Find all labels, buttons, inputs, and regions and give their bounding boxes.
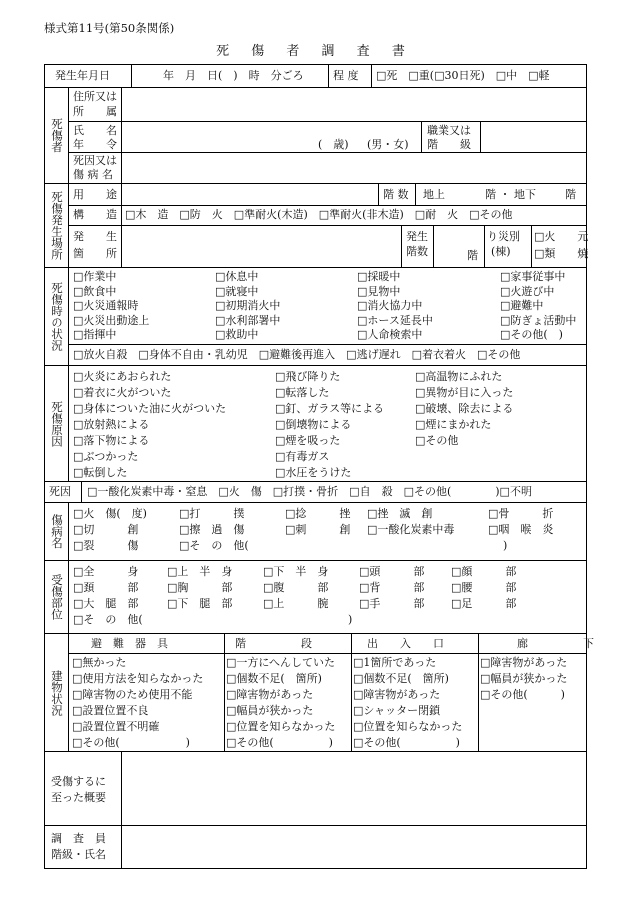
cause-option[interactable]: □着衣に火がついた [73,386,172,399]
cause-option[interactable]: □転落した [275,386,330,399]
cause-option[interactable]: □煙を吸った [275,434,341,447]
situation-option[interactable]: □採暖中 [357,270,401,283]
situation-option[interactable]: □救助中 [215,328,259,342]
section-body-part [45,560,586,633]
situation-option[interactable]: □火災出動途上 [73,313,150,327]
body-part-option[interactable]: □大 腿 部 [73,597,139,610]
cause-label-2: 傷 病 名 [73,168,113,181]
degree-label: 程 度 [333,69,359,82]
structure-options[interactable]: □木 造 □防 火 □準耐火(木造) □準耐火(非木造) □耐 火 □その他 [125,208,513,221]
building-column-header: 廊 下 [517,637,594,650]
situation-option[interactable]: □指揮中 [73,328,117,342]
situation-label: 死傷時の状況 [45,268,69,365]
floor-label-2: 階数 [406,245,428,258]
building-option[interactable]: □設置位置不明確 [72,720,160,733]
section-cause [45,365,586,481]
cause-option[interactable]: □有毒ガス [275,450,330,463]
death-cause-label: 死因 [49,485,71,498]
body-part-option[interactable]: ) [348,613,353,626]
injury-option[interactable]: □刺 創 [285,523,351,536]
situation-option[interactable]: □家事従事中 [500,270,566,283]
building-option[interactable]: □障害物があった [480,656,568,669]
building-option[interactable]: □その他( ) [353,736,460,749]
building-option[interactable]: □障害物があった [353,688,441,701]
building-option[interactable]: □シャッター閉鎖 [353,704,441,717]
injury-option[interactable]: □捻 挫 [285,507,351,520]
situation-option[interactable]: □人命検索中 [357,328,423,342]
building-option[interactable]: □その他( ) [72,736,190,749]
degree-options[interactable]: □死 □重(□30日死) □中 □軽 [376,69,550,82]
situation-option[interactable]: □その他( ) [500,328,563,342]
floor-label-1: 発生 [406,230,428,243]
above-label: 地上 [423,188,445,201]
body-part-option[interactable]: □上 半 身 [167,565,233,578]
injury-option[interactable]: □裂 傷 [73,539,139,552]
injury-option[interactable]: □骨 折 [488,507,554,520]
occurrence-date-label: 発生年月日 [55,69,110,82]
body-part-option[interactable]: □頚 部 [73,581,139,594]
situation-option[interactable]: □防ぎょ活動中 [500,313,577,327]
cause-option[interactable]: □釘、ガラス等による [275,402,385,415]
above-unit: 階 ・ 地下 [485,188,536,201]
building-option[interactable]: □障害物のため使用不能 [72,688,193,701]
cause-option[interactable]: □煙にまかれた [415,418,492,431]
situation-option[interactable]: □初期消火中 [215,299,281,313]
building-option[interactable]: □障害物があった [226,688,314,701]
building-option[interactable]: □個数不足( 箇所) [226,672,322,685]
cause-option[interactable]: □水圧をうけた [275,466,352,479]
situation-option[interactable]: □消火協力中 [357,299,423,313]
spot-label-2: 箇 所 [73,247,117,260]
section-casualty [45,87,586,183]
situation-option[interactable]: □休息中 [215,270,259,283]
injury-option[interactable]: ) [503,539,508,552]
section-place [45,183,589,267]
occurrence-date-field[interactable]: 年 月 日( ) 時 分ごろ [163,69,304,82]
form-title: 死 傷 者 調 査 書 [216,44,414,59]
building-column-header: 出 入 口 [367,637,444,650]
cause-label-1: 死因又は [73,154,117,167]
floors-label: 階 数 [383,188,409,201]
occupation-label-2: 階 級 [427,138,471,151]
injury-option[interactable]: □打 撲 [179,507,245,520]
body-part-option[interactable]: □顔 部 [451,565,517,578]
floor-unit: 階 [467,249,478,262]
section-injury [45,502,586,560]
situation-option[interactable]: □飲食中 [73,284,117,298]
situation-option[interactable]: □見物中 [357,284,401,298]
fire-spread-option[interactable]: □類 焼 [534,247,589,260]
injury-option[interactable]: □火 傷( 度) [73,507,147,520]
spot-label-1: 発 生 [73,230,117,243]
age-value[interactable]: ( 歳) [318,138,349,151]
situation-extra-options[interactable]: □放火自殺 □身体不自由・乳幼児 □避難後再進入 □逃げ遅れ □着衣着火 □その他 [73,348,521,361]
fire-label-2: (棟) [491,245,511,258]
body-part-label: 受傷部位 [45,561,69,633]
cause-option[interactable]: □その他 [415,434,459,447]
investigator-label-2: 階級・氏名 [51,848,106,861]
name-label: 氏 名 [73,124,117,137]
cause-option[interactable]: □放射熱による [73,418,150,431]
structure-label: 構 造 [73,208,117,221]
section-summary [45,751,586,825]
body-part-option[interactable]: □背 部 [359,581,425,594]
building-option[interactable]: □幅員が狭かった [226,704,314,717]
building-option[interactable]: □個数不足( 箇所) [353,672,449,685]
section-death-cause [45,481,586,502]
body-part-option[interactable]: □頭 部 [359,565,425,578]
fire-label-1: り災別 [487,230,520,243]
cause-option[interactable]: □ぶつかった [73,450,139,463]
cause-option[interactable]: □飛び降りた [275,370,341,383]
injury-option[interactable]: □挫 滅 創 [367,507,433,520]
building-option[interactable]: □位置を知らなかった [353,720,463,733]
form-number: 様式第11号(第50条関係) [44,21,175,35]
situation-option[interactable]: □ホース延長中 [357,313,433,327]
cause-option[interactable]: □火炎にあおられた [73,370,172,383]
building-option[interactable]: □1箇所であった [353,656,437,669]
body-part-option[interactable]: □胸 部 [167,581,233,594]
body-part-option[interactable]: □そ の 他( [73,613,143,626]
below-unit: 階 [565,188,576,201]
cause-option[interactable]: □異物が目に入った [415,386,514,399]
gender-value[interactable]: (男・女) [367,138,409,151]
building-option[interactable]: □位置を知らなかった [226,720,336,733]
row-occurrence-date [45,65,586,87]
injury-option[interactable]: □咽 喉 炎 [488,523,554,536]
investigator-field[interactable] [125,832,575,862]
cause-option[interactable]: □高温物にふれた [415,370,503,383]
situation-option[interactable]: □火遊び中 [500,284,555,298]
casualty-label: 死傷者 [45,88,69,183]
building-option[interactable]: □その他( ) [480,688,565,701]
building-label: 建物状況 [45,634,69,751]
building-column-header: 避 難 器 具 [91,637,168,650]
cause-option[interactable]: □破壊、除去による [415,402,514,415]
body-part-option[interactable]: □下 腿 部 [167,597,233,610]
building-column-header: 階 段 [235,637,312,650]
cause-section-label: 死傷原因 [45,366,69,481]
investigator-label-1: 調 査 員 [51,832,106,845]
body-part-option[interactable]: □全 身 [73,565,139,578]
body-part-option[interactable]: □下 半 身 [263,565,329,578]
use-label: 用 途 [73,188,117,201]
body-part-option[interactable]: □上 腕 [263,597,329,610]
situation-option[interactable]: □火災通報時 [73,299,139,313]
injury-label: 傷病名 [45,503,69,560]
age-label: 年 令 [73,138,117,151]
summary-field[interactable] [125,762,575,820]
death-cause-options[interactable]: □一酸化炭素中毒・窒息 □火 傷 □打撲・骨折 □自 殺 □その他( )□不明 [87,485,532,498]
building-option[interactable]: □一方にへんしていた [226,656,335,669]
situation-option[interactable]: □就寝中 [215,284,259,298]
section-situation [45,267,586,365]
section-building [45,633,594,751]
building-option[interactable]: □幅員が狭かった [480,672,568,685]
building-option[interactable]: □無かった [72,656,127,669]
building-option[interactable]: □設置位置不良 [72,704,149,717]
address-label-2: 所 属 [73,105,117,118]
section-investigator [45,825,586,868]
body-part-option[interactable]: □腹 部 [263,581,329,594]
body-part-option[interactable]: □腰 部 [451,581,517,594]
cause-option[interactable]: □落下物による [73,434,150,447]
fire-origin-option[interactable]: □火 元 [534,230,589,243]
situation-option[interactable]: □水利部署中 [215,313,281,327]
injury-option[interactable]: □一酸化炭素中毒 [367,523,455,536]
address-label-1: 住所又は [73,90,117,103]
place-label: 死傷発生場所 [45,184,69,267]
injury-option[interactable]: □切 創 [73,523,139,536]
situation-option[interactable]: □作業中 [73,270,117,283]
body-part-option[interactable]: □足 部 [451,597,517,610]
body-part-option[interactable]: □手 部 [359,597,425,610]
building-option[interactable]: □その他( ) [226,736,333,749]
situation-option[interactable]: □避難中 [500,299,544,313]
casualty-report-form [44,64,594,869]
summary-label-2: 至った概要 [51,791,106,804]
cause-option[interactable]: □倒壊物による [275,418,352,431]
cause-option[interactable]: □転倒した [73,466,128,479]
summary-label-1: 受傷するに [51,775,106,788]
cause-option[interactable]: □身体についた油に火がついた [73,402,227,415]
injury-option[interactable]: □擦 過 傷 [179,523,245,536]
injury-option[interactable]: □そ の 他( [179,539,249,552]
occupation-label-1: 職業又は [427,124,471,137]
building-option[interactable]: □使用方法を知らなかった [72,672,204,685]
